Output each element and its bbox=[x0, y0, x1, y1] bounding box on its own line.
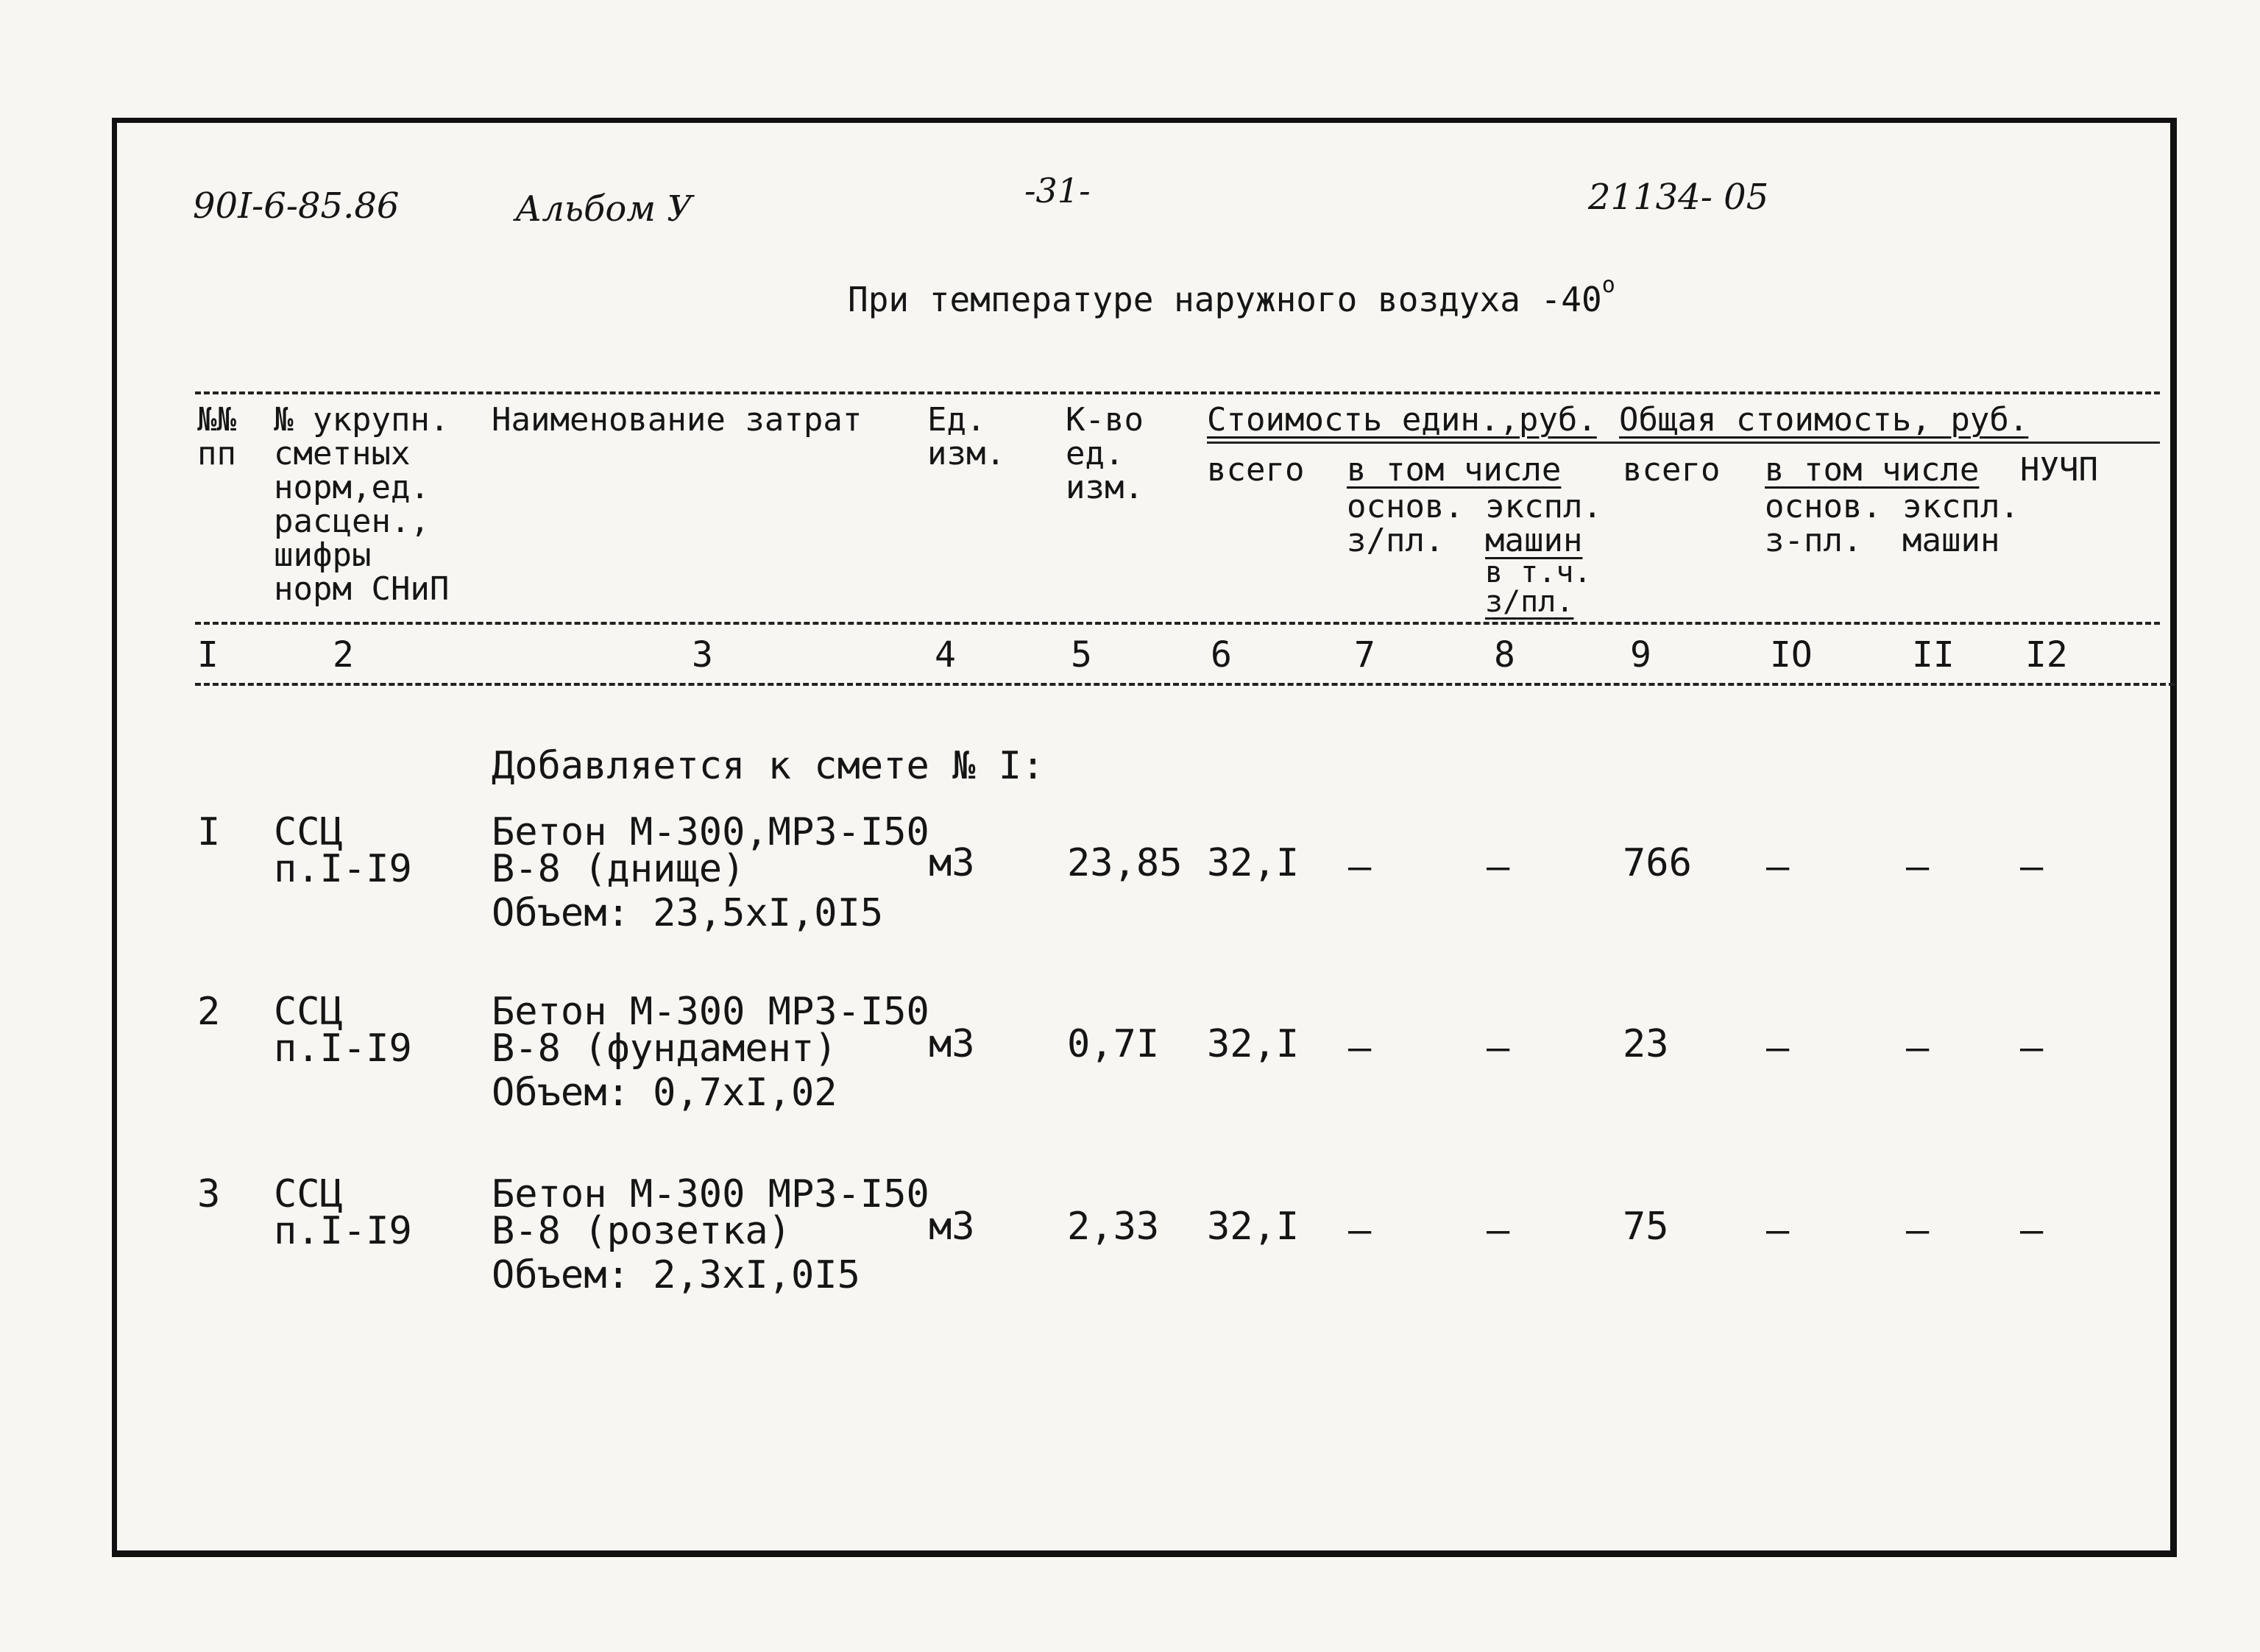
row-unit-price: 32,I bbox=[1207, 841, 1300, 885]
row-col10: – bbox=[1766, 845, 1790, 889]
row-number: 2 bbox=[197, 990, 221, 1034]
document-number: 21134- 05 bbox=[1588, 177, 1769, 218]
row-col7: – bbox=[1348, 1208, 1372, 1252]
header-unit-including: в том числе bbox=[1347, 451, 1562, 489]
header-bottom-rule bbox=[195, 622, 2160, 625]
header-unit-incl-salary: в т.ч. з/пл. bbox=[1485, 556, 1592, 619]
row-unit: м3 bbox=[929, 1205, 975, 1249]
row-reference: ССЦ п.I-I9 bbox=[274, 810, 412, 891]
header-col3: Наименование затрат bbox=[492, 401, 862, 439]
subtitle: При температуре наружного воздуха $-40^о$ bbox=[848, 272, 1615, 319]
column-number: 2 bbox=[333, 634, 354, 676]
row-col7: – bbox=[1348, 1026, 1372, 1070]
header-top-rule bbox=[195, 391, 2160, 394]
row-col12: – bbox=[2020, 845, 2044, 889]
row-quantity: 2,33 bbox=[1067, 1205, 1160, 1249]
row-number: 3 bbox=[197, 1172, 221, 1216]
column-number: I bbox=[197, 634, 219, 676]
row-volume: Объем: 2,3хI,0I5 bbox=[492, 1253, 860, 1297]
row-name: Бетон М-300,МРЗ-I50 В-8 (днище) bbox=[492, 810, 929, 891]
header-col1: №№ пп bbox=[197, 401, 236, 472]
row-col11: – bbox=[1906, 1208, 1930, 1252]
row-name: Бетон М-300 МРЗ-I50 В-8 (фундамент) bbox=[492, 990, 929, 1071]
header-total-including: в том числе bbox=[1765, 451, 1980, 489]
header-col4: Ед. изм. bbox=[927, 401, 1005, 472]
header-group-rule bbox=[1207, 442, 2160, 444]
header-col2: № укрупн. сметных норм,ед. расцен., шифры норм СНиП bbox=[274, 401, 450, 608]
row-col8: – bbox=[1487, 845, 1510, 889]
column-number: 9 bbox=[1630, 634, 1651, 676]
header-total-cost: Общая стоимость, руб. bbox=[1619, 401, 2029, 439]
document-code: 90I-6-85.86 bbox=[193, 185, 400, 227]
row-unit: м3 bbox=[929, 841, 975, 885]
column-number: 6 bbox=[1211, 634, 1232, 676]
row-reference: ССЦ п.I-I9 bbox=[274, 1172, 412, 1253]
row-total: 23 bbox=[1623, 1022, 1669, 1066]
row-col10: – bbox=[1766, 1026, 1790, 1070]
row-unit-price: 32,I bbox=[1207, 1205, 1300, 1249]
row-col11: – bbox=[1906, 1026, 1930, 1070]
column-number: 7 bbox=[1354, 634, 1375, 676]
row-volume: Объем: 0,7хI,02 bbox=[492, 1071, 837, 1115]
column-number: 3 bbox=[692, 634, 713, 676]
column-number: II bbox=[1912, 634, 1955, 676]
row-number: I bbox=[197, 810, 221, 854]
row-col11: – bbox=[1906, 845, 1930, 889]
row-unit: м3 bbox=[929, 1022, 975, 1066]
row-volume: Объем: 23,5хI,0I5 bbox=[492, 891, 884, 935]
page-number: -31- bbox=[1024, 171, 1091, 210]
header-unit-cost: Стоимость един.,руб. bbox=[1207, 401, 1597, 439]
header-unit-all: всего bbox=[1207, 451, 1305, 489]
row-reference: ССЦ п.I-I9 bbox=[274, 990, 412, 1071]
column-number: 5 bbox=[1071, 634, 1092, 676]
header-total-base-salary: основ. з-пл. bbox=[1765, 488, 1882, 559]
row-quantity: 23,85 bbox=[1067, 841, 1183, 885]
row-col12: – bbox=[2020, 1208, 2044, 1252]
column-number: I2 bbox=[2025, 634, 2068, 676]
row-unit-price: 32,I bbox=[1207, 1022, 1300, 1066]
row-col7: – bbox=[1348, 845, 1372, 889]
row-col8: – bbox=[1487, 1026, 1510, 1070]
row-total: 766 bbox=[1623, 841, 1692, 885]
row-quantity: 0,7I bbox=[1067, 1022, 1160, 1066]
column-numbers-rule bbox=[195, 683, 2175, 686]
section-title: Добавляется к смете № I: bbox=[492, 744, 1045, 788]
header-nuchp: НУЧП bbox=[2020, 451, 2098, 489]
header-unit-machines: экспл. машин bbox=[1485, 488, 1602, 559]
column-number: 8 bbox=[1494, 634, 1515, 676]
row-col10: – bbox=[1766, 1208, 1790, 1252]
header-total-machines: экспл. машин bbox=[1902, 488, 2019, 559]
album-label: Альбом У bbox=[515, 188, 692, 230]
column-number: IO bbox=[1770, 634, 1813, 676]
row-col8: – bbox=[1487, 1208, 1510, 1252]
row-total: 75 bbox=[1623, 1205, 1669, 1249]
header-total-all: всего bbox=[1623, 451, 1721, 489]
row-col12: – bbox=[2020, 1026, 2044, 1070]
header-col5: К-во ед. изм. bbox=[1066, 401, 1144, 506]
row-name: Бетон М-300 МРЗ-I50 В-8 (розетка) bbox=[492, 1172, 929, 1253]
column-number: 4 bbox=[935, 634, 956, 676]
page-frame bbox=[112, 118, 2177, 1557]
header-unit-base-salary: основ. з/пл. bbox=[1347, 488, 1464, 559]
